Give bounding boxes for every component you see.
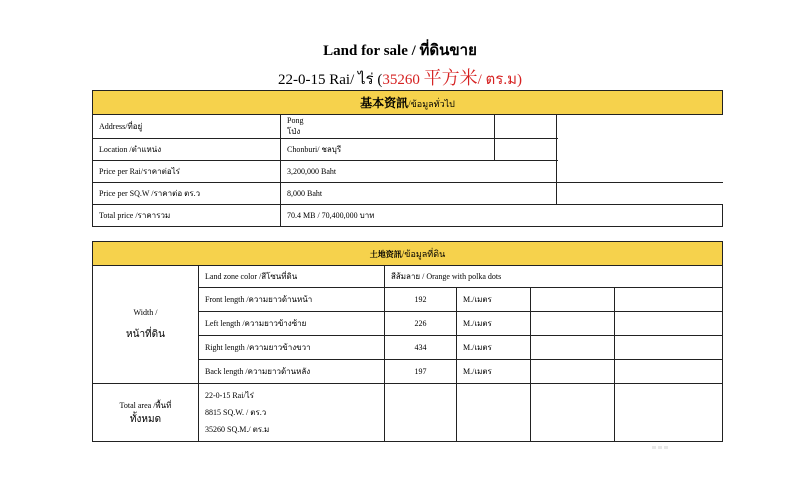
zone-value: สีส้มลาย / Orange with polka dots	[385, 266, 723, 288]
price-rai-value: 3,200,000 Baht	[281, 161, 557, 183]
address-value-line1: Pong	[287, 115, 304, 125]
general-info-header	[93, 91, 723, 115]
address-label: Address/ที่อยู่	[93, 115, 281, 139]
total-area-rai: 22-0-15 Rai/ไร่	[205, 391, 254, 400]
front-length-unit: M./เมตร	[457, 288, 531, 312]
right-length-label: Right length /ความยาวข้างขวา	[199, 336, 385, 360]
faint-dash-mark	[652, 436, 676, 440]
size-suffix: / ตร.ม)	[477, 72, 522, 88]
total-area-sqw: 8815 SQ.W. / ตร.ว	[205, 408, 267, 417]
land-info-header	[93, 242, 723, 266]
land-header-sub: /ข้อมูลที่ดิน	[401, 248, 446, 259]
front-length-value: 192	[385, 288, 457, 312]
total-price-value: 70.4 MB / 70,400,000 บาท	[281, 205, 723, 227]
width-label-en: Width /	[133, 307, 158, 317]
land-header-main: 土地资訊	[369, 249, 402, 259]
left-length-label: Left length /ความยาวข้างซ้าย	[199, 312, 385, 336]
address-value	[281, 115, 495, 139]
price-rai-label: Price per Rai/ราคาต่อไร่	[93, 161, 281, 183]
price-sqw-value: 8,000 Baht	[281, 183, 557, 205]
total-area-values	[199, 384, 385, 442]
blank-cell	[557, 139, 723, 161]
empty-cell	[531, 288, 615, 312]
general-header-main: 基本资訊	[360, 96, 409, 110]
right-length-unit: M./เมตร	[457, 336, 531, 360]
front-length-label: Front length /ความยาวด้านหน้า	[199, 288, 385, 312]
back-length-unit: M./เมตร	[457, 360, 531, 384]
location-label: Location /ตำแหน่ง	[93, 139, 281, 161]
size-sqm: 35260	[382, 72, 420, 88]
empty-cell	[531, 360, 615, 384]
total-area-label-cell	[93, 384, 199, 442]
price-sqw-label: Price per SQ.W /ราคาต่อ ตร.ว	[93, 183, 281, 205]
back-length-value: 197	[385, 360, 457, 384]
location-extra-cell	[495, 139, 557, 161]
blank-cell	[557, 183, 723, 205]
total-area-label-th: ทั้งหมด	[129, 413, 162, 425]
left-length-value: 226	[385, 312, 457, 336]
empty-cell	[531, 312, 615, 336]
size-subtitle	[0, 64, 800, 91]
right-length-value: 434	[385, 336, 457, 360]
size-sqm-unit: 平方米	[423, 68, 478, 88]
total-area-label-en: Total area /พื้นที่	[119, 400, 172, 410]
blank-cell	[557, 161, 723, 183]
empty-cell	[615, 312, 723, 336]
empty-cell	[615, 288, 723, 312]
address-value-line2: โป่ง	[287, 126, 301, 136]
zone-label: Land zone color /สีโซนที่ดิน	[199, 266, 385, 288]
size-prefix: 22-0-15 Rai/ ไร่ (	[278, 72, 383, 88]
empty-cell	[457, 384, 531, 442]
width-label-cell	[93, 266, 199, 384]
location-value: Chonburi/ ชลบุรี	[281, 139, 495, 161]
empty-cell	[615, 336, 723, 360]
total-area-sqm: 35260 SQ.M./ ตร.ม	[205, 425, 270, 434]
land-info-table	[92, 241, 723, 442]
empty-cell	[385, 384, 457, 442]
empty-cell	[531, 336, 615, 360]
page-title: Land for sale / ที่ดินขาย	[323, 43, 477, 59]
general-header-sub: /ข้อมูลทั่วไป	[408, 99, 455, 109]
empty-cell	[615, 384, 723, 442]
blank-cell	[557, 115, 723, 139]
back-length-label: Back length /ความยาวด้านหลัง	[199, 360, 385, 384]
width-label-th: หน้าที่ดิน	[126, 328, 165, 340]
left-length-unit: M./เมตร	[457, 312, 531, 336]
empty-cell	[531, 384, 615, 442]
address-extra-cell	[495, 115, 557, 139]
empty-cell	[615, 360, 723, 384]
general-info-table	[92, 90, 723, 227]
total-price-label: Total price /ราคารวม	[93, 205, 281, 227]
